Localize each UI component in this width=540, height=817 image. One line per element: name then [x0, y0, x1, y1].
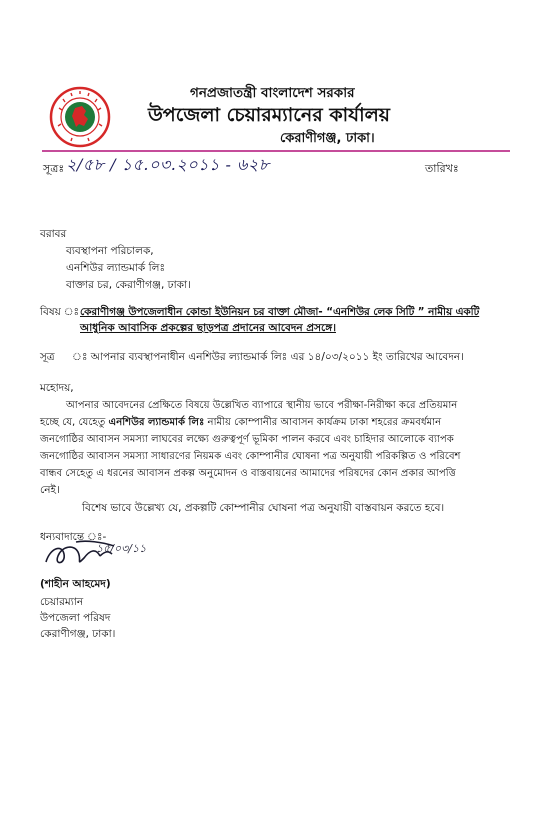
office-place: কেরাণীগঞ্জ, ঢাকা। — [280, 131, 375, 146]
body-line: জনগোষ্ঠির আবাসন সমস্যা লাঘবের লক্ষ্যে গুরুত্বপূর্ণ ভূমিকা পালন করবে এবং চাহিদার আলোকে ব্যাপক — [40, 434, 454, 445]
ref-number-handwritten: ২/৫৮ / ১৫.০৩.২০১১ - ৬২৮ — [66, 155, 270, 174]
signatory-place: কেরাণীগঞ্জ, ঢাকা। — [40, 628, 116, 640]
recipient-to: বরাবর — [40, 228, 67, 240]
body-line — [40, 416, 441, 429]
body-line: নেই। — [40, 484, 60, 496]
government-seal — [49, 86, 111, 148]
signatory-org: উপজেলা পরিষদ — [40, 612, 111, 624]
body-text: নামীয় কোম্পানীর আবাসন কার্যক্রম ঢাকা শহরের ক্রমবর্ধমান — [204, 417, 442, 428]
signatory-name: (শাহীন আহমেদ) — [40, 578, 111, 590]
office-name: উপজেলা চেয়ারম্যানের কার্যালয় — [148, 104, 390, 126]
body-text: হচ্ছে যে, যেহেতু — [40, 417, 109, 428]
body-line: বান্ধব সেহেতু এ ধরনের আবাসন প্রকল্প অনুমোদন ও বাস্তবায়নের আমাদের পরিষদের কোন প্রকার আপত্তি — [40, 468, 456, 479]
reference-text: ঃ আপনার ব্যবস্থাপনাধীন এনশিউর ল্যান্ডমার্ক লিঃ এর ১৪/০৩/২০১১ ইং তারিখের আবেদন। — [72, 351, 464, 363]
subject-line: কেরাণীগঞ্জ উপজেলাধীন কোন্ডা ইউনিয়ন চর বাক্তা মৌজা- “এনশিউর লেক সিটি ” নামীয় একটি — [80, 306, 480, 318]
date-label: তারিখঃ — [425, 162, 459, 175]
government-name: গনপ্রজাতন্ত্রী বাংলাদেশ সরকার — [190, 85, 355, 101]
company-name: এনশিউর ল্যান্ডমার্ক লিঃ — [108, 417, 205, 428]
signatory-designation: চেয়ারম্যান — [40, 596, 84, 608]
body-line: আপনার আবেদনের প্রেক্ষিতে বিষয়ে উল্লেখিত ব্যাপারে স্থানীয় ভাবে পরীক্ষা-নিরীক্ষা করে প্রতিয়মান — [66, 400, 458, 411]
recipient-line: ব্যবস্থাপনা পরিচালক, — [66, 245, 154, 257]
subject-label: বিষয় ঃ — [40, 306, 80, 318]
recipient-line: বাক্তার চর, কেরাণীগঞ্জ, ঢাকা। — [66, 279, 191, 291]
body-line: জনগোষ্ঠির আবাসন সমস্যা সাধারণের নিয়মক এবং কোম্পানীর ঘোষনা পত্র অনুযায়ী পরিকল্পিত ও পরিবেশ — [40, 451, 461, 462]
salutation: মহোদয়, — [40, 382, 74, 394]
closing-thanks: ধন্যবাদান্তে ঃ- — [40, 531, 107, 543]
recipient-line: এনশিউর ল্যান্ডমার্ক লিঃ — [66, 262, 166, 274]
body-line: বিশেষ ভাবে উল্লেখ্য যে, প্রকল্পটি কোম্পানীর ঘোষনা পত্র অনুযায়ী বাস্তবায়ন করতে হবে। — [82, 502, 445, 514]
reference-label: সূত্র — [40, 351, 55, 363]
subject-line: আধুনিক আবাসিক প্রকল্পের ছাড়পত্র প্রদানের আবেদন প্রসঙ্গে। — [80, 322, 336, 334]
signature-date: ১৫/০৩/১১ — [96, 542, 147, 555]
ref-label: সূত্রঃ — [43, 162, 65, 175]
